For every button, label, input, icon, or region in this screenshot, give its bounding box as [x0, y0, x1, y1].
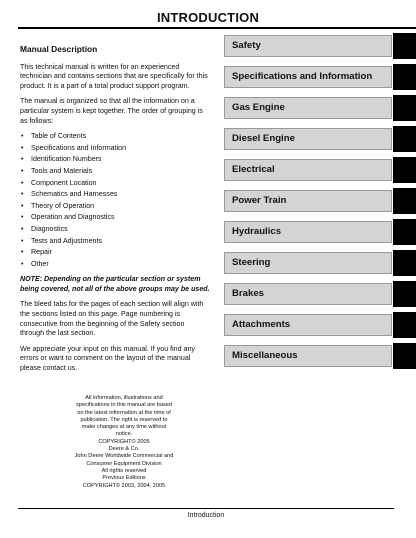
- list-item: • Component Location: [20, 179, 210, 191]
- tab-label: Hydraulics: [224, 221, 392, 243]
- tab-label: Specifications and Information: [224, 66, 392, 88]
- copyright-line: notice.: [115, 431, 133, 438]
- bleed-tab-marker: [393, 312, 416, 338]
- grouping-paragraph: The manual is organized so that all the information on a particular system is kept together. The order of grouping is as follows:: [20, 97, 203, 125]
- tab-label: Power Train: [224, 190, 392, 212]
- tab-label: Attachments: [224, 314, 392, 336]
- section-heading: Manual Description: [20, 44, 98, 54]
- tab-label: Brakes: [224, 283, 392, 305]
- list-item: • Tests and Adjustments: [20, 237, 210, 249]
- intro-paragraph: This technical manual is written for an experienced technician and contains sections that are specifically for this product. It is a part of a total product support program.: [20, 62, 208, 90]
- list-item: • Theory of Operation: [20, 202, 210, 214]
- header-rule: [18, 27, 416, 29]
- list-item: • Table of Contents: [20, 132, 210, 144]
- grouping-list: [20, 132, 210, 271]
- bleed-tab-marker: [393, 157, 416, 183]
- bleed-tab-marker: [393, 95, 416, 121]
- bleed-tab-marker: [393, 343, 416, 369]
- bleed-tab-marker: [393, 281, 416, 307]
- tab-label: Steering: [224, 252, 392, 274]
- list-item: • Specifications and Information: [20, 144, 210, 156]
- copyright-line: make changes at any time without: [81, 424, 167, 431]
- bleed-tab-marker: [393, 126, 416, 152]
- tab-gas-engine[interactable]: [224, 95, 416, 126]
- copyright-line: All rights reserved: [101, 467, 147, 474]
- manual-description: [20, 45, 210, 380]
- tab-attachments[interactable]: [224, 312, 416, 343]
- footer-rule: [18, 508, 394, 509]
- copyright-line: COPYRIGHT© 2003, 2004, 2005: [82, 482, 166, 489]
- tab-brakes[interactable]: [224, 281, 416, 312]
- list-item: • Schematics and Harnesses: [20, 190, 210, 202]
- list-item: • Repair: [20, 248, 210, 260]
- copyright-line: specifications in this manual are based: [75, 402, 173, 409]
- page-title: INTRODUCTION: [156, 10, 260, 25]
- list-item: • Diagnostics: [20, 225, 210, 237]
- bleed-tab-marker: [393, 33, 416, 59]
- section-tabs: [224, 33, 416, 374]
- tab-steering[interactable]: [224, 250, 416, 281]
- copyright-line: John Deere Worldwide Commercial and: [74, 453, 174, 460]
- copyright-line: All information, illustrations and: [85, 395, 163, 401]
- bleed-tab-marker: [393, 250, 416, 276]
- copyright-line: Deere & Co.: [108, 446, 140, 453]
- list-item: • Identification Numbers: [20, 155, 210, 167]
- tab-hydraulics[interactable]: [224, 219, 416, 250]
- feedback-paragraph: We appreciate your input on this manual. If you find any errors or want to comment on the layout of the manual please contact us.: [20, 344, 195, 373]
- tab-miscellaneous[interactable]: [224, 343, 416, 374]
- tab-label: Gas Engine: [224, 97, 392, 119]
- copyright-line: Previous Editions: [102, 475, 146, 482]
- tab-label: Diesel Engine: [224, 128, 392, 150]
- list-item: • Operation and Diagnostics: [20, 213, 210, 225]
- copyright-line: on the latest information at the time of: [77, 409, 171, 416]
- copyright-line: publication. The right is reserved to: [80, 416, 168, 423]
- copyright-line: Consumer Equipment Division: [86, 460, 162, 467]
- page-footer: Introduction: [187, 512, 225, 519]
- list-item: • Other: [20, 260, 210, 272]
- tab-label: Safety: [224, 35, 392, 57]
- list-item: • Tools and Materials: [20, 167, 210, 179]
- copyright-line: COPYRIGHT© 2005: [98, 438, 150, 445]
- bleed-tab-marker: [393, 64, 416, 90]
- tab-label: Miscellaneous: [224, 345, 392, 367]
- bleed-tabs-paragraph: The bleed tabs for the pages of each section will align with the sections listed on this page. Page numbering is consecutive from the beginning of the Safety section through the last section.: [20, 300, 204, 338]
- tab-power-train[interactable]: [224, 188, 416, 219]
- tab-label: Electrical: [224, 159, 392, 181]
- bleed-tab-marker: [393, 219, 416, 245]
- tab-safety[interactable]: [224, 33, 416, 64]
- tab-diesel-engine[interactable]: [224, 126, 416, 157]
- tab-electrical[interactable]: [224, 157, 416, 188]
- note-paragraph: NOTE: Depending on the particular section or system being covered, not all of the above groups may be used.: [20, 275, 210, 293]
- tab-specifications[interactable]: [224, 64, 416, 95]
- bleed-tab-marker: [393, 188, 416, 214]
- copyright-block: [60, 395, 188, 490]
